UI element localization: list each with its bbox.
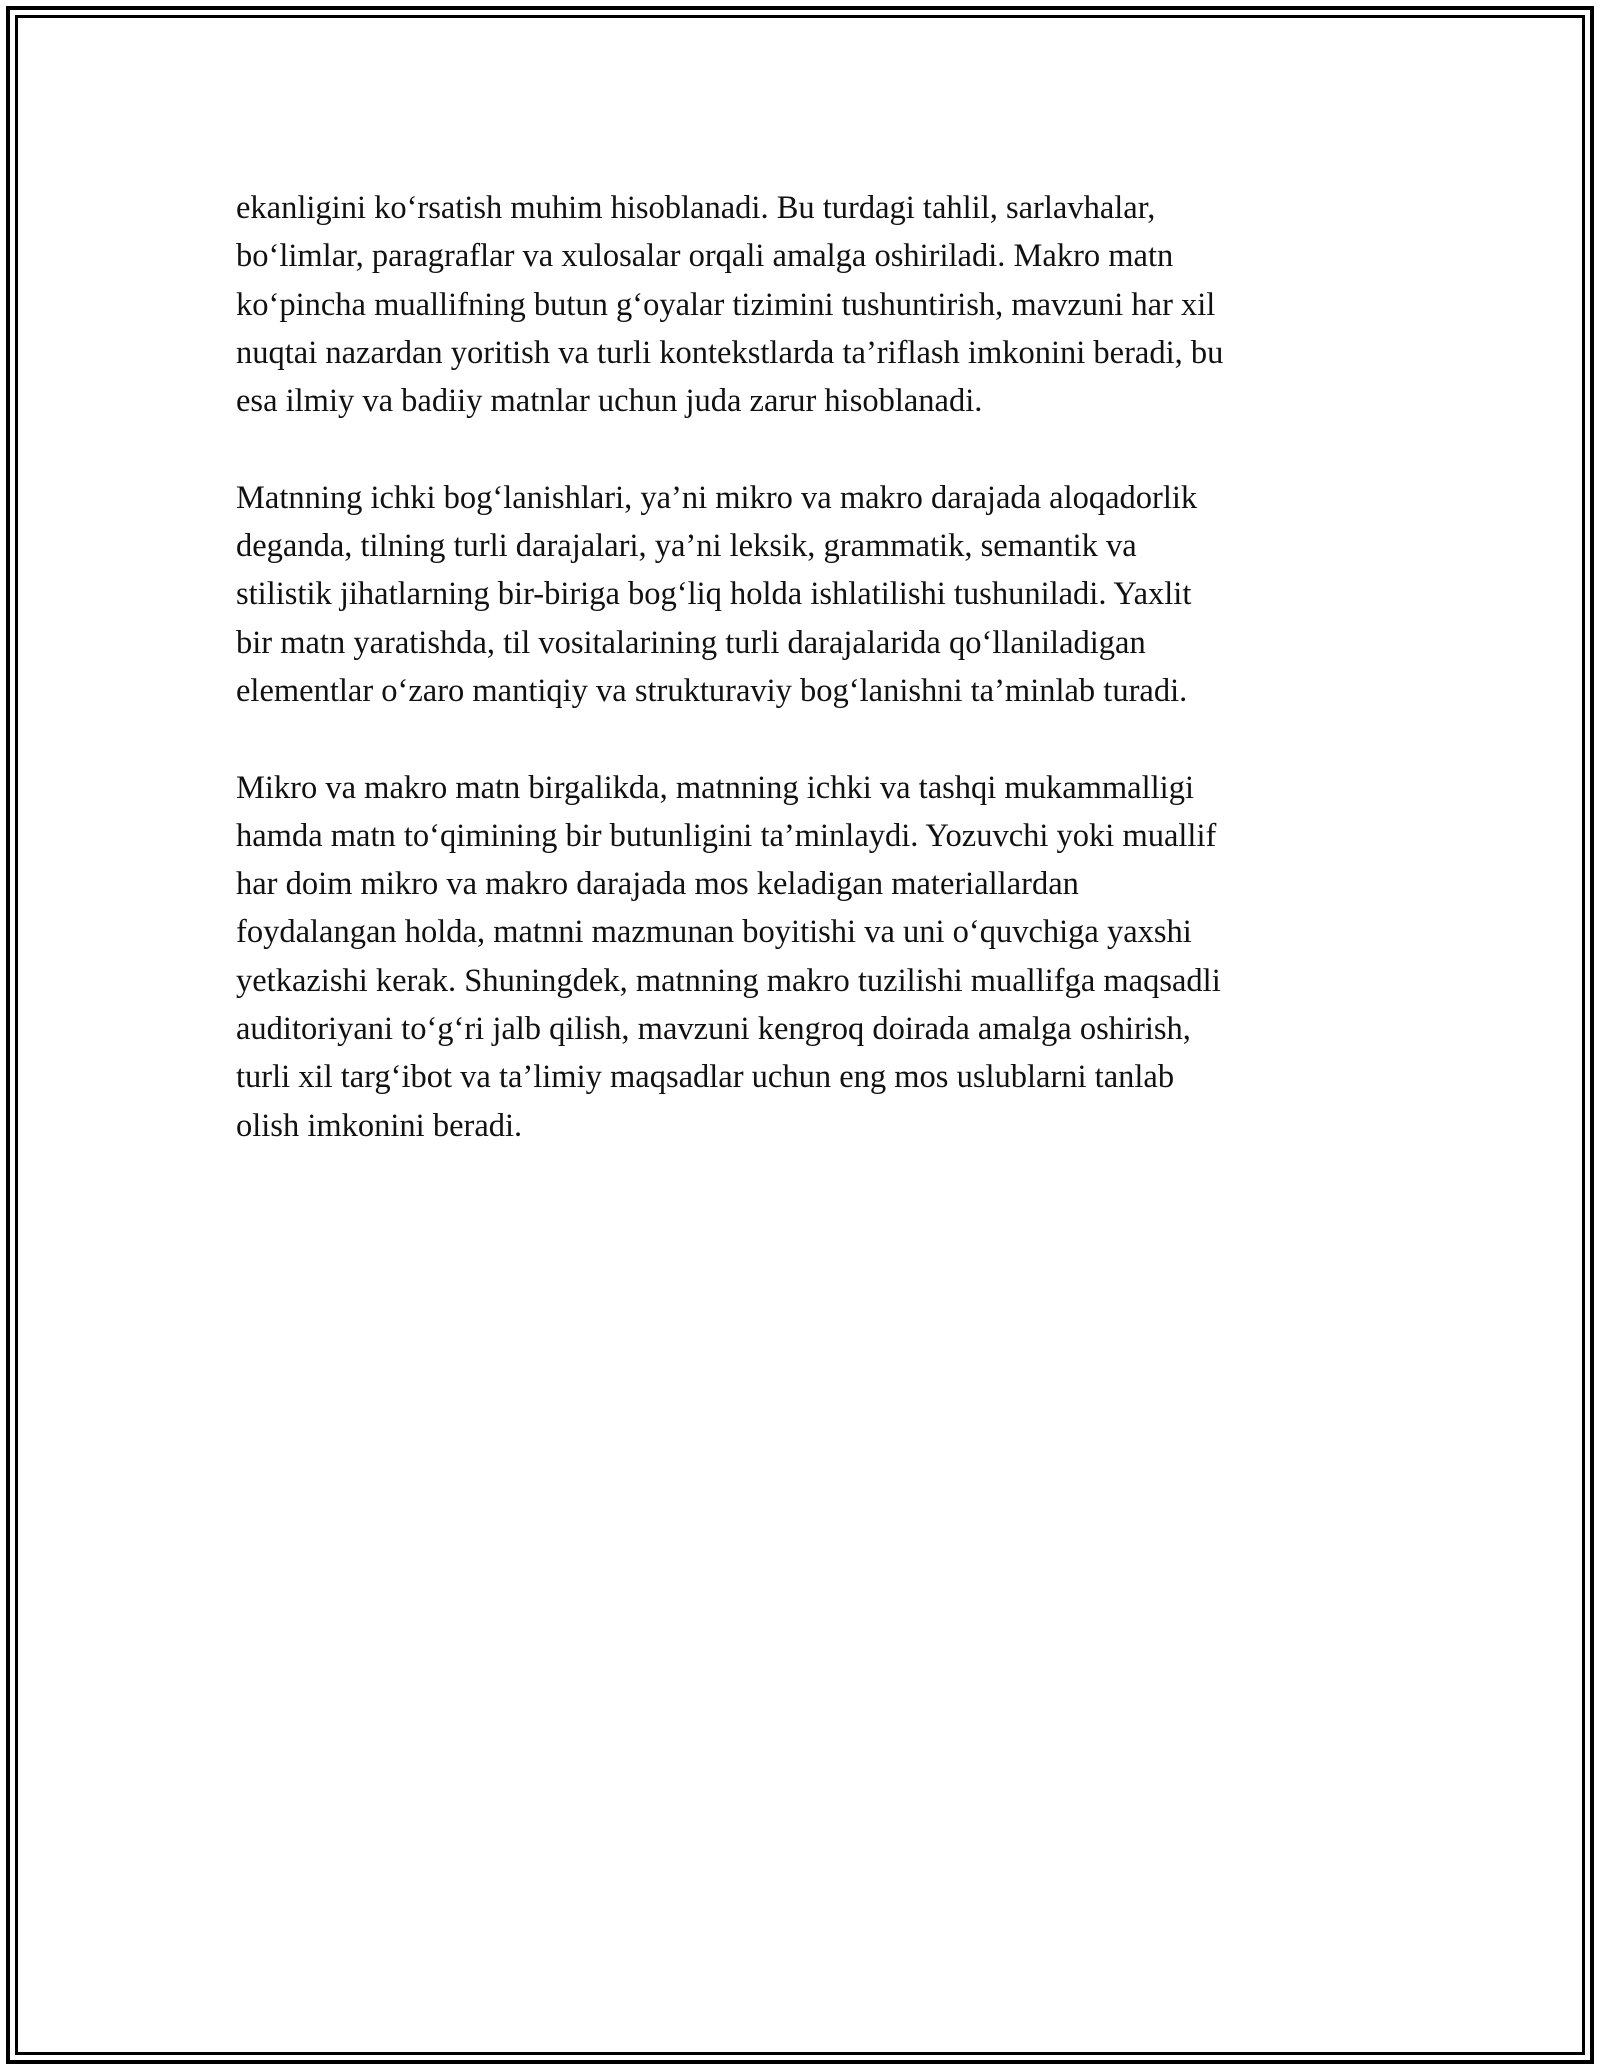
- text-line: stilistik jihatlarning bir-biriga bog‘liq holda ishlatilishi tushuniladi. Yaxlit: [236, 576, 1192, 613]
- text-line: ko‘pincha muallifning butun g‘oyalar tizimini tushuntirish, mavzuni har xil: [236, 286, 1216, 323]
- text-line: olish imkonini beradi.: [236, 1107, 523, 1144]
- text-line: foydalangan holda, matnni mazmunan boyitishi va uni o‘quvchiga yaxshi: [236, 914, 1192, 951]
- text-line: turli xil targ‘ibot va ta’limiy maqsadlar uchun eng mos uslublarni tanlab: [236, 1059, 1175, 1096]
- paragraph-2: [236, 474, 1366, 715]
- text-line: auditoriyani to‘g‘ri jalb qilish, mavzuni kengroq doirada amalga oshirish,: [236, 1011, 1191, 1048]
- text-line: nuqtai nazardan yoritish va turli kontekstlarda ta’riflash imkonini beradi, bu: [236, 334, 1224, 371]
- text-line: ekanligini ko‘rsatish muhim hisoblanadi. Bu turdagi tahlil, sarlavhalar,: [236, 190, 1156, 226]
- text-line: Matnning ichki bog‘lanishlari, ya’ni mikro va makro darajada aloqadorlik: [236, 479, 1198, 516]
- text-line: bo‘limlar, paragraflar va xulosalar orqali amalga oshiriladi. Makro matn: [236, 238, 1174, 275]
- text-line: esa ilmiy va badiiy matnlar uchun juda zarur hisoblanadi.: [236, 383, 983, 420]
- paragraph-1: [236, 184, 1366, 425]
- paragraph-3: [236, 764, 1366, 1150]
- text-line: bir matn yaratishda, til vositalarining turli darajalarida qo‘llaniladigan: [236, 624, 1146, 661]
- text-line: deganda, tilning turli darajalari, ya’ni leksik, grammatik, semantik va: [236, 528, 1137, 565]
- text-line: hamda matn to‘qimining bir butunligini ta’minlaydi. Yozuvchi yoki muallif: [236, 817, 1217, 854]
- text-line: Mikro va makro matn birgalikda, matnning ichki va tashqi mukammalligi: [236, 769, 1194, 806]
- text-line: yetkazishi kerak. Shuningdek, matnning makro tuzilishi muallifga maqsadli: [236, 962, 1221, 999]
- document-body: [236, 184, 1366, 1198]
- text-line: har doim mikro va makro darajada mos keladigan materiallardan: [236, 866, 1079, 903]
- text-line: elementlar o‘zaro mantiqiy va strukturaviy bog‘lanishni ta’minlab turadi.: [236, 672, 1188, 709]
